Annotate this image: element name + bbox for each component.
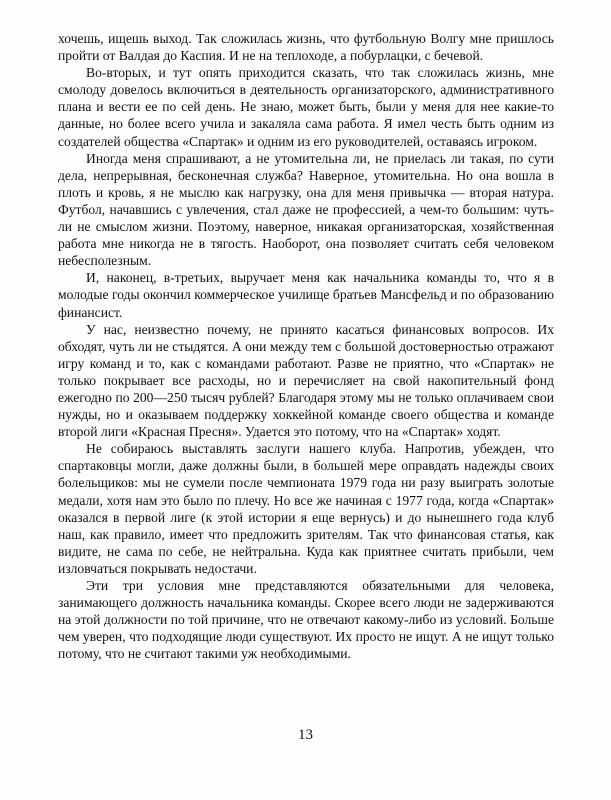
paragraph: Не собираюсь выставлять заслуги нашего клуба. Напротив, убежден, что спартаковцы могли, даже должны были, в большей мере оправдать надежды своих болельщиков: мы не сумели после чемпионата 1979 года ни разу выиграть золотые медали, хотя нам это было по плечу. Но все же начиная с 1977 года, когда «Спартак» оказался в первой лиге (к этой истории я еще вернусь) и до нынешнего года клуб наш, как правило, имеет что предложить зрителям. Так что финансовая статья, как видите, не сама по себе, не нейтральна. Куда как приятнее считать прибыли, чем изловчаться покрывать недостачи. bbox=[58, 441, 554, 576]
paragraph: Иногда меня спрашивают, а не утомительна ли, не приелась ли такая, по сути дела, непрерывная, бесконечная служба? Наверное, утомительна. Но она вошла в плоть и кровь, я не мыслю как нагрузку, она для меня привычка — вторая натура. Футбол, начавшись с увлечения, стал даже не профессией, а чем-то большим: чуть-ли не смыслом жизни. Поэтому, наверное, никакая организаторская, хозяйственная работа мне никогда не в тягость. Наоборот, она позволяет считать себя человеком небесполезным. bbox=[58, 150, 554, 269]
paragraph: Во-вторых, и тут опять приходится сказать, что так сложилась жизнь, мне смолоду довелось включиться в деятельность организаторского, административного плана и вести ее по сей день. Не знаю, может быть, были у меня для нее какие-то данные, но более всего учила и закаляла сама работа. Я имел честь быть одним из создателей общества «Спартак» и одним из его руководителей, оставаясь игроком. bbox=[58, 65, 554, 149]
paragraph: Эти три условия мне представляются обязательными для человека, занимающего должность начальника команды. Скорее всего люди не задерживаются на этой должности по той причине, что не отвечают какому-либо из условий. Больше чем уверен, что подходящие люди существуют. Их просто не ищут. А не ищут только потому, что не считают такими уж необходимыми. bbox=[58, 578, 554, 662]
paragraph: У нас, неизвестно почему, не принято касаться финансовых вопросов. Их обходят, чуть ли не стыдятся. А они между тем с большой достоверностью отражают игру команд и то, как с командами работают. Разве не приятно, что «Спартак» не только покрывает все расходы, но и перечисляет на свой накопительный фонд ежегодно по 200—250 тысяч рублей? Благодаря этому мы не только оплачиваем свои нужды, но и оказываем поддержку хоккейной команде своего общества и команде второй лиги «Красная Пресня». Удается это потому, что на «Спартак» ходят. bbox=[58, 321, 554, 440]
paragraph: И, наконец, в-третьих, выручает меня как начальника команды то, что я в молодые годы окончил коммерческое училище братьев Мансфельд и по образованию финансист. bbox=[58, 270, 554, 320]
paragraph-continuation: хочешь, ищешь выход. Так сложилась жизнь, что футбольную Волгу мне пришлось пройти от Валдая до Каспия. И не на теплоходе, а побурлацки, с бечевой. bbox=[58, 31, 554, 64]
page-number: 13 bbox=[298, 727, 313, 743]
body-text bbox=[58, 30, 554, 662]
